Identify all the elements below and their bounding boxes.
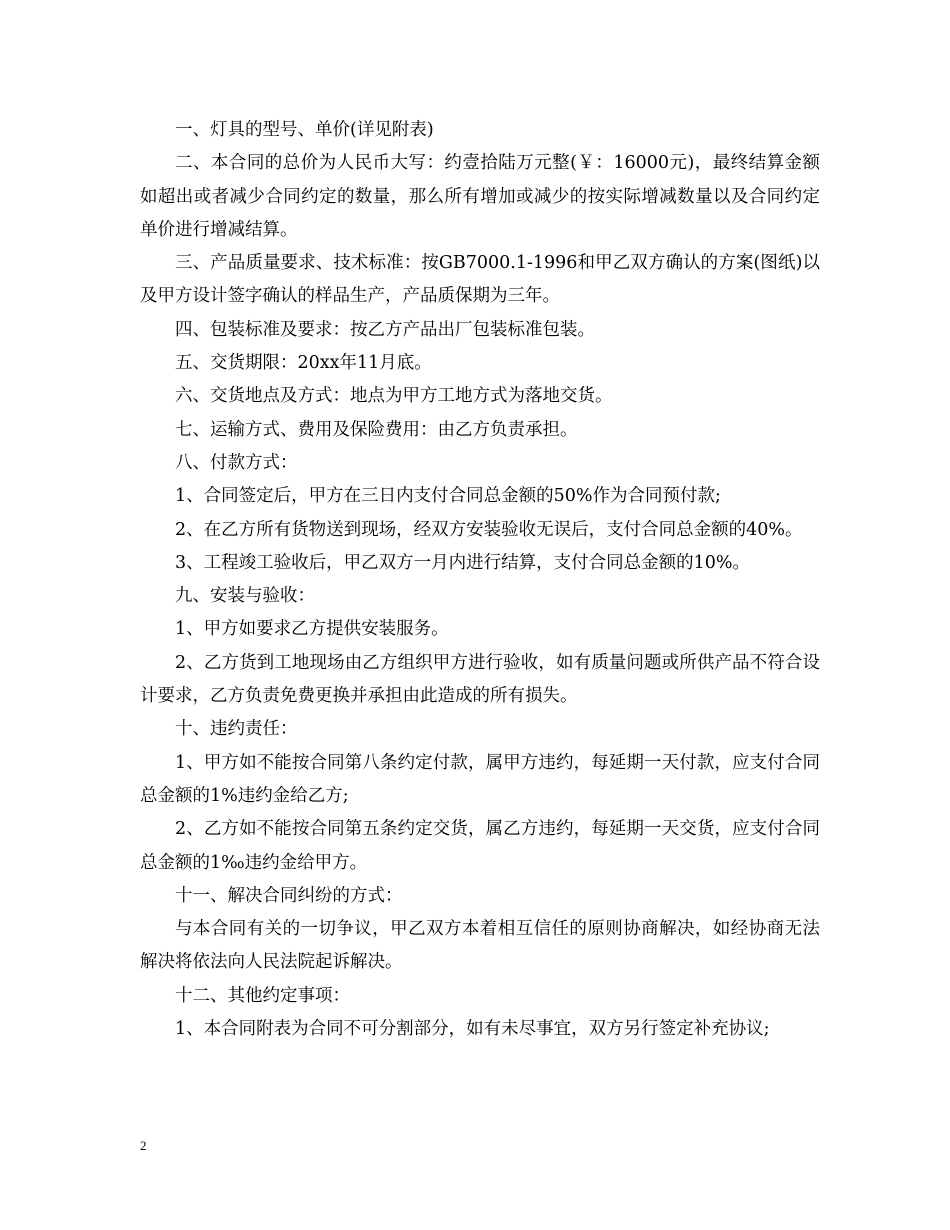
clause-paragraph: 十、违约责任： <box>175 719 298 740</box>
clause-paragraph: 二、本合同的总价为人民币大写：约壹拾陆万元整(￥：16000元)，最终结算金额如超出或者减少合同约定的数量，那么所有增加或减少的按实际增减数量以及合同约定单价进行增减结算。 <box>140 153 820 240</box>
clause-paragraph: 1、甲方如要求乙方提供安装服务。 <box>175 619 449 640</box>
page-number: 2 <box>140 1138 147 1153</box>
clause-paragraph: 与本合同有关的一切争议，甲乙双方本着相互信任的原则协商解决，如经协商无法解决将依法向人民法院起诉解决。 <box>140 919 820 973</box>
clause-paragraph: 六、交货地点及方式：地点为甲方工地方式为落地交货。 <box>175 386 613 407</box>
clause-paragraph: 七、运输方式、费用及保险费用：由乙方负责承担。 <box>175 419 578 440</box>
clause-paragraph: 1、甲方如不能按合同第八条约定付款，属甲方违约，每延期一天付款，应支付合同总金额的1%违约金给乙方; <box>140 752 820 806</box>
clause-paragraph: 2、乙方如不能按合同第五条约定交货，属乙方违约，每延期一天交货，应支付合同总金额的1‰违约金给甲方。 <box>140 819 820 873</box>
clause-paragraph: 八、付款方式： <box>175 452 298 473</box>
clause-paragraph: 1、本合同附表为合同不可分割部分，如有未尽事宜，双方另行签定补充协议; <box>175 1019 770 1040</box>
clause-paragraph: 2、乙方货到工地现场由乙方组织甲方进行验收，如有质量问题或所供产品不符合设计要求，乙方负责免费更换并承担由此造成的所有损失。 <box>140 652 820 707</box>
clause-paragraph: 1、合同签定后，甲方在三日内支付合同总金额的50%作为合同预付款; <box>175 486 721 507</box>
clause-paragraph: 一、灯具的型号、单价(详见附表) <box>175 120 434 140</box>
clause-paragraph: 十一、解决合同纠纷的方式： <box>175 885 403 906</box>
clause-paragraph: 3、工程竣工验收后，甲乙双方一月内进行结算，支付合同总金额的10%。 <box>175 552 751 573</box>
clause-paragraph: 十二、其他约定事项： <box>175 985 350 1006</box>
clause-paragraph: 五、交货期限：20xx年11月底。 <box>175 353 432 374</box>
clause-paragraph: 三、产品质量要求、技术标准：按GB7000.1-1996和甲乙双方确认的方案(图纸)以及甲方设计签字确认的样品生产，产品质保期为三年。 <box>140 253 820 307</box>
clause-paragraph: 2、在乙方所有货物送到现场，经双方安装验收无误后，支付合同总金额的40%。 <box>175 519 803 540</box>
clause-paragraph: 九、安装与验收： <box>175 586 315 607</box>
clause-paragraph: 四、包装标准及要求：按乙方产品出厂包装标准包装。 <box>175 319 595 340</box>
contract-body <box>140 114 820 1046</box>
